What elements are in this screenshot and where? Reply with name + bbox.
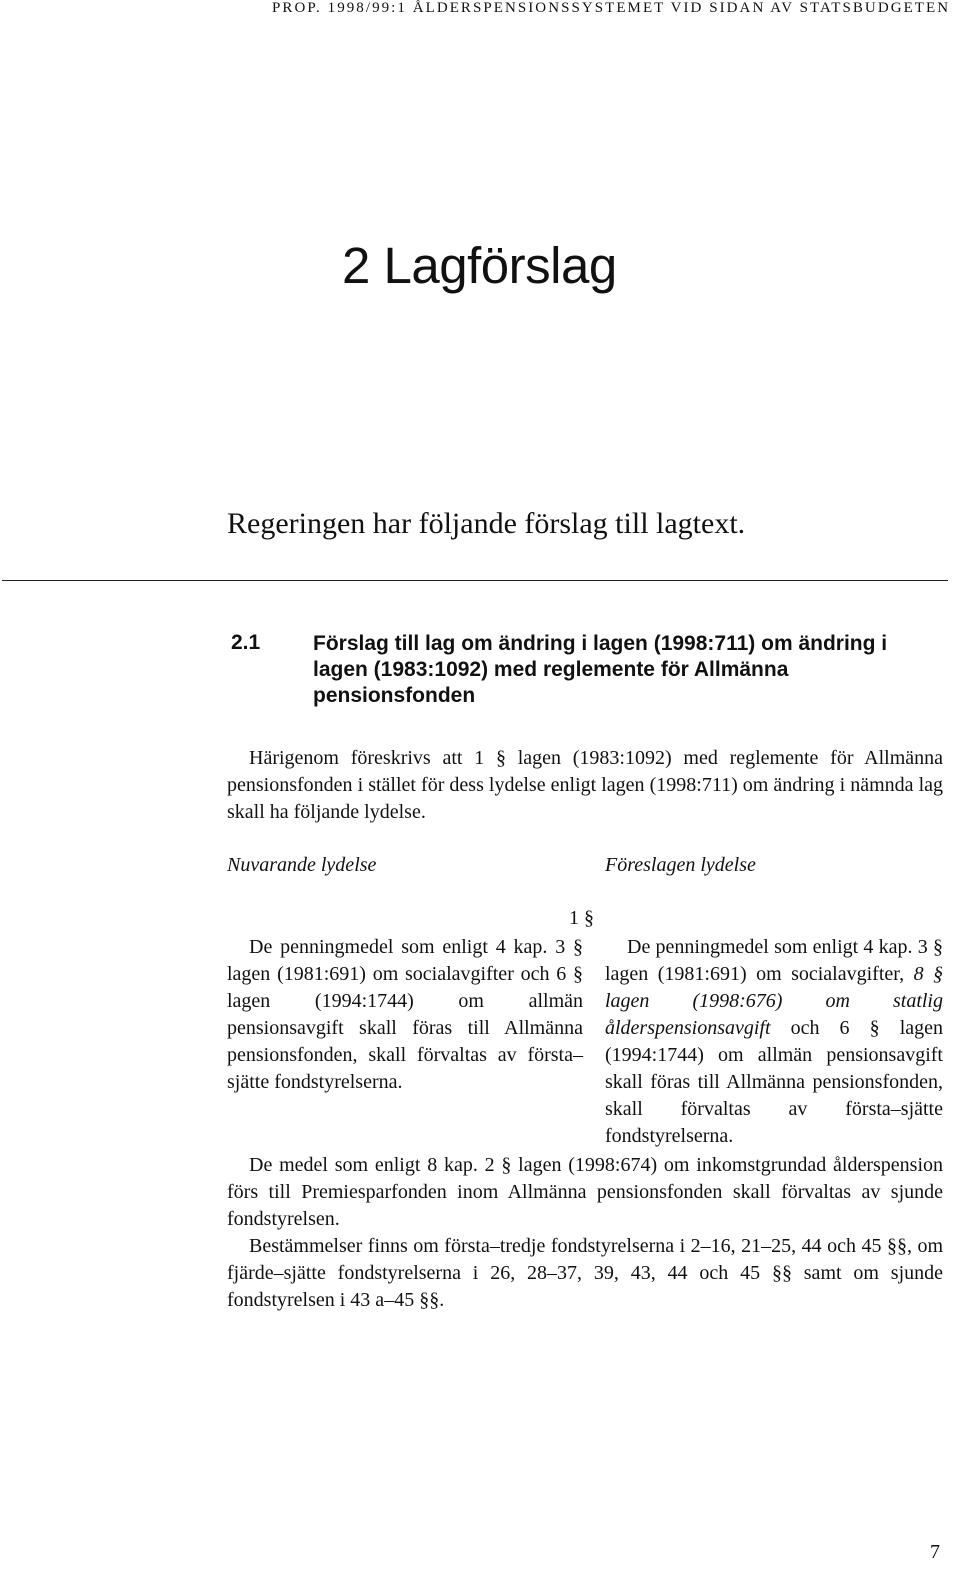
proposed-text-before: De penningmedel som enligt 4 kap. 3 § lagen (1981:691) om socialavgifter,: [605, 936, 943, 985]
running-head: PROP. 1998/99:1 ÅLDERSPENSIONSSYSTEMET VID SIDAN AV STATSBUDGETEN: [272, 0, 951, 16]
body-paragraph-2: De medel som enligt 8 kap. 2 § lagen (1998:674) om inkomstgrundad ålderspension förs till Premiesparfonden inom Allmänna pensionsfonden skall förvaltas av sjunde fondstyrelsen.: [227, 1154, 943, 1230]
proposed-wording-text: [605, 934, 943, 1150]
proposed-wording-heading: Föreslagen lydelse: [605, 854, 756, 876]
paragraph-mark: 1 §: [569, 907, 594, 929]
proposed-text-inserted: 8 § lagen (1998:676) om statlig ålderspensionsavgift: [605, 963, 944, 1039]
body-paragraph-3: Bestämmelser finns om första–tredje fondstyrelserna i 2–16, 21–25, 44 och 45 §§, om fjärde–sjätte fondstyrelserna i 26, 28–37, 39, 43, 44 och 45 §§ samt om sjunde fondstyrelsen i 43 a–45 §§.: [227, 1235, 943, 1311]
intro-sentence: Regeringen har följande förslag till lagtext.: [227, 507, 746, 540]
current-wording-text: De penningmedel som enligt 4 kap. 3 § lagen (1981:691) om socialavgifter och 6 § lagen (1994:1744) om allmän pensionsavgift skall föras till Allmänna pensionsfonden, skall förvaltas av första–sjätte fondstyrelserna.: [227, 936, 583, 1093]
preamble-paragraph: Härigenom föreskrivs att 1 § lagen (1983:1092) med reglemente för Allmänna pensionsfonden i stället för dess lydelse enligt lagen (1998:711) om ändring i nämnda lag skall ha följande lydelse.: [227, 747, 943, 823]
section-number: 2.1: [231, 631, 261, 654]
proposed-wording-column: [605, 934, 943, 1150]
current-wording-heading: Nuvarande lydelse: [227, 854, 377, 876]
section-title: Förslag till lag om ändring i lagen (1998:711) om ändring i lagen (1983:1092) med reglemente för Allmänna pensionsfonden: [313, 632, 888, 707]
current-wording-column: [227, 934, 583, 1096]
proposed-text-after: och 6 § lagen (1994:1744) om allmän pensionsavgift skall föras till Allmänna pensionsfonden, skall förvaltas av första–sjätte fondstyrelserna.: [605, 1017, 943, 1147]
page-number: 7: [930, 1541, 940, 1563]
chapter-title: 2 Lagförslag: [342, 237, 617, 294]
divider-rule: [2, 580, 948, 581]
